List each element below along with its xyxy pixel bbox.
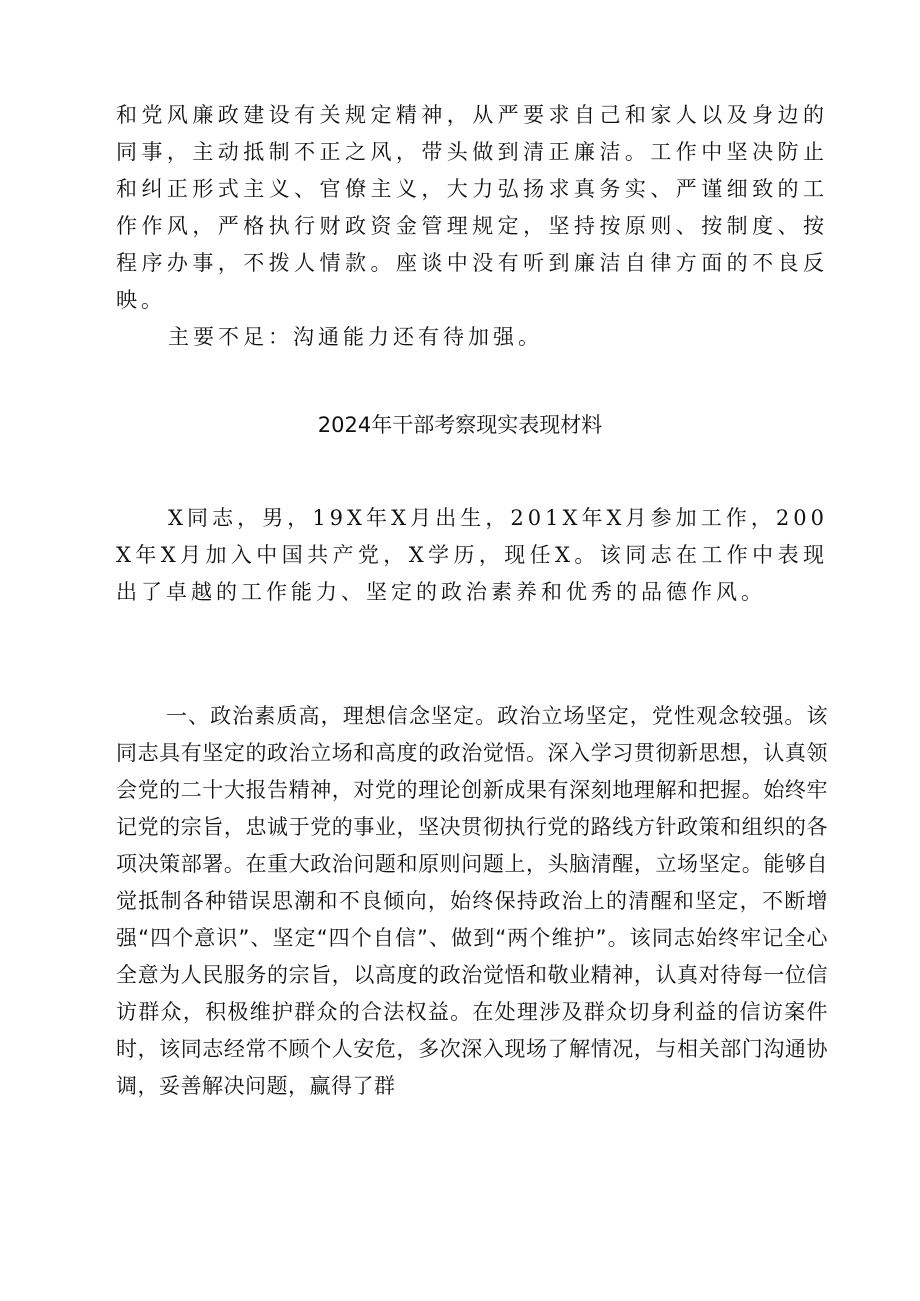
political-quality-paragraph: 一、政治素质高，理想信念坚定。政治立场坚定，党性观念较强。该同志具有坚定的政治立场和高度的政治觉悟。深入学习贯彻新思想，认真领会党的二十大报告精神，对党的理论创新成果有深刻地理解和把握。始终牢记党的宗旨，忠诚于党的事业，坚决贯彻执行党的路线方针政策和组织的各项决策部署。在重大政治问题和原则问题上，头脑清醒，立场坚定。能够自觉抵制各种错误思潮和不良倾向，始终保持政治上的清醒和坚定，不断增强“四个意识”、坚定“四个自信”、做到“两个维护”。该同志始终牢记全心全意为人民服务的宗旨，以高度的政治觉悟和敬业精神，认真对待每一位信访群众，积极维护群众的合法权益。在处理涉及群众切身利益的信访案件时，该同志经常不顾个人安危，多次深入现场了解情况，与相关部门沟通协调，妥善解决问题，赢得了群 [116, 704, 828, 1098]
section-title: 2024年干部考察现实表现材料 [317, 413, 603, 437]
continuation-paragraph: 和党风廉政建设有关规定精神，从严要求自己和家人以及身边的同事，主动抵制不正之风，带头做到清正廉洁。工作中坚决防止和纠正形式主义、官僚主义，大力弘扬求真务实、严谨细致的工作作风，严格执行财政资金管理规定，坚持按原则、按制度、按程序办事，不拨人情款。座谈中没有听到廉洁自律方面的不良反映。 [116, 103, 828, 312]
intro-paragraph: X同志，男，19X年X月出生，201X年X月参加工作，200X年X月加入中国共产党，X学历，现任X。该同志在工作中表现出了卓越的工作能力、坚定的政治素养和优秀的品德作风。 [116, 506, 828, 604]
shortcoming-paragraph: 主要不足：沟通能力还有待加强。 [168, 325, 543, 349]
